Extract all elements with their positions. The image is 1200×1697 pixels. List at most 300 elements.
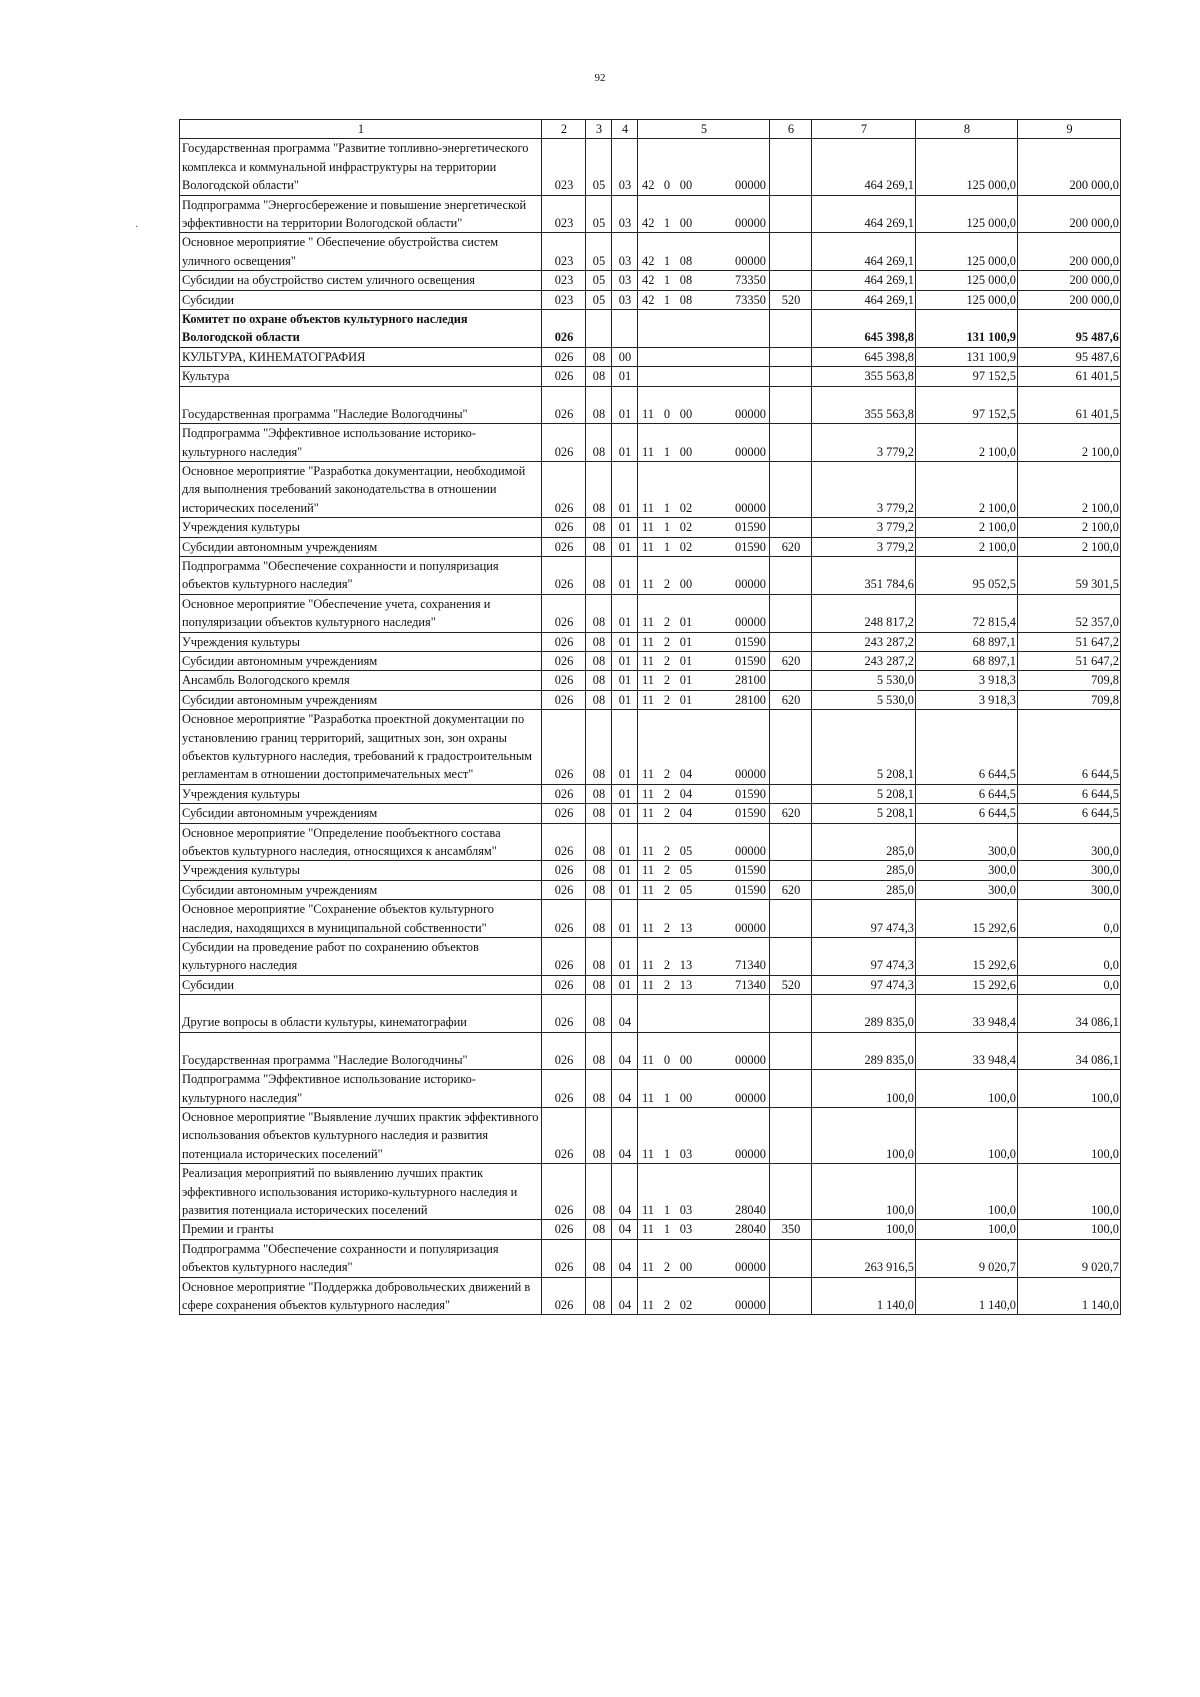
expense-type-cell: 620 [770,880,812,899]
program-code [638,613,769,631]
program-code-part: 42 [642,292,655,307]
program-code [638,785,769,803]
amount-cell-8: 300,0 [916,823,1018,861]
header-cell: 8 [916,120,1018,139]
program-code-part: 05 [679,882,693,897]
code-cell-2: 026 [542,690,586,709]
amount-cell-7: 97 474,3 [812,900,916,938]
table-row [180,347,1121,366]
row-name: Субсидии [182,292,234,307]
program-code [638,1201,769,1219]
program-code-part: 11 [642,500,654,515]
program-code-part: 2 [663,920,671,935]
program-code-part: 11 [642,1202,654,1217]
code-cell-3: 08 [586,900,612,938]
code-cell-3: 05 [586,195,612,233]
program-code-part: 2 [663,767,671,782]
program-code-part: 2 [663,577,671,592]
expense-type-cell: 520 [770,290,812,309]
code-cell-3: 05 [586,139,612,195]
code-cell-3: 08 [586,690,612,709]
amount-cell-8: 125 000,0 [916,271,1018,290]
amount-cell-7: 5 208,1 [812,710,916,785]
amount-cell-7: 263 916,5 [812,1239,916,1277]
code-cell-4: 04 [612,1107,638,1163]
program-code [638,765,769,783]
program-code-part: 11 [642,406,654,421]
expense-type-cell [770,518,812,537]
amount-cell-9: 200 000,0 [1018,290,1121,309]
table-row [180,900,1121,938]
header-cell: 6 [770,120,812,139]
program-code-part: 1 [663,292,671,307]
table-row [180,367,1121,386]
row-name-cell [180,900,542,938]
row-name-cell [180,195,542,233]
expense-type-cell [770,594,812,632]
program-code-part: 11 [642,1260,654,1275]
program-code-part: 1 [663,1202,671,1217]
program-code-part: 11 [642,844,654,859]
code-cell-3: 08 [586,710,612,785]
row-name: Подпрограмма "Обеспечение сохранности и популяризация объектов культурного наследия" [182,1241,499,1275]
expense-type-cell [770,671,812,690]
program-code [638,291,769,309]
amount-cell-8: 131 100,9 [916,347,1018,366]
program-code-cell [638,690,770,709]
row-name-cell [180,995,542,1032]
row-name: Учреждения культуры [182,634,300,649]
row-name-cell [180,233,542,271]
code-cell-3: 08 [586,861,612,880]
row-name: Субсидии автономным учреждениям [182,806,378,821]
header-cell: 3 [586,120,612,139]
table-row [180,1277,1121,1315]
amount-cell-8: 97 152,5 [916,367,1018,386]
program-code-part: 42 [642,273,655,288]
row-name: Государственная программа "Развитие топливно-энергетического комплекса и коммунальной инфраструктуры на территории Вологодской области" [182,141,529,193]
program-code-part: 00000 [735,1297,766,1312]
amount-cell-7: 645 398,8 [812,310,916,348]
code-cell-3: 08 [586,804,612,823]
program-code-part: 11 [642,692,654,707]
program-code-part: 11 [642,653,654,668]
program-code-part: 01590 [735,653,766,668]
code-cell-3: 08 [586,651,612,670]
amount-cell-8: 125 000,0 [916,195,1018,233]
program-code-part: 1 [663,539,671,554]
table-row [180,195,1121,233]
amount-cell-8: 15 292,6 [916,938,1018,976]
program-code [638,976,769,994]
program-code-part: 2 [663,958,671,973]
program-code-part: 28100 [735,673,766,688]
amount-cell-7: 100,0 [812,1220,916,1239]
scan-mark: · [135,222,139,233]
program-code-cell [638,195,770,233]
expense-type-cell [770,861,812,880]
program-code-part: 01590 [735,806,766,821]
amount-cell-7: 3 779,2 [812,461,916,517]
code-cell-3: 08 [586,632,612,651]
code-cell-4: 01 [612,900,638,938]
amount-cell-8: 125 000,0 [916,139,1018,195]
program-code [638,252,769,270]
amount-cell-7: 1 140,0 [812,1277,916,1315]
program-code-part: 2 [663,673,671,688]
code-cell-3: 08 [586,556,612,594]
code-cell-2: 026 [542,537,586,556]
amount-cell-7: 243 287,2 [812,651,916,670]
expense-type-cell: 520 [770,975,812,994]
row-name: Другие вопросы в области культуры, кинематографии [182,1015,467,1030]
code-cell-2: 023 [542,271,586,290]
program-code-part: 28040 [735,1202,766,1217]
table-row [180,671,1121,690]
program-code-part: 00000 [735,1260,766,1275]
row-name-cell [180,804,542,823]
program-code [638,405,769,423]
amount-cell-7: 355 563,8 [812,386,916,423]
program-code-part: 01 [679,653,693,668]
code-cell-3: 08 [586,1220,612,1239]
program-code-cell [638,671,770,690]
amount-cell-9: 61 401,5 [1018,367,1121,386]
expense-type-cell [770,784,812,803]
row-name-cell [180,386,542,423]
amount-cell-7: 3 779,2 [812,518,916,537]
amount-cell-8: 3 918,3 [916,690,1018,709]
program-code-cell [638,461,770,517]
program-code-part: 00000 [735,444,766,459]
amount-cell-9: 6 644,5 [1018,710,1121,785]
code-cell-2: 026 [542,424,586,462]
code-cell-3: 08 [586,671,612,690]
program-code [638,671,769,689]
code-cell-2: 026 [542,556,586,594]
row-name-cell [180,823,542,861]
program-code [638,1258,769,1276]
code-cell-4: 01 [612,861,638,880]
program-code-part: 00 [679,1090,693,1105]
code-cell-3: 05 [586,233,612,271]
table-row [180,861,1121,880]
row-spacer [182,1033,540,1051]
code-cell-2: 026 [542,671,586,690]
row-name-cell [180,651,542,670]
program-code-cell [638,233,770,271]
program-code-cell [638,518,770,537]
table-row [180,310,1121,348]
program-code-cell [638,651,770,670]
code-cell-2: 026 [542,880,586,899]
table-body [180,139,1121,1315]
row-name-cell [180,1164,542,1220]
code-cell-4: 01 [612,594,638,632]
program-code-part: 00 [679,1260,693,1275]
amount-cell-8: 100,0 [916,1164,1018,1220]
program-code-part: 11 [642,882,654,897]
code-cell-3: 08 [586,1107,612,1163]
code-cell-2: 026 [542,861,586,880]
table-row [180,1107,1121,1163]
program-code-cell [638,424,770,462]
amount-cell-7: 289 835,0 [812,1032,916,1069]
program-code-part: 00000 [735,500,766,515]
program-code-part: 04 [679,786,693,801]
program-code-part: 11 [642,673,654,688]
amount-cell-8: 300,0 [916,861,1018,880]
amount-cell-8: 125 000,0 [916,290,1018,309]
amount-cell-8: 100,0 [916,1220,1018,1239]
row-name: Культура [182,369,230,384]
program-code-part: 00 [679,577,693,592]
program-code-part: 01 [679,634,693,649]
code-cell-4: 01 [612,386,638,423]
amount-cell-9: 200 000,0 [1018,195,1121,233]
amount-cell-9: 0,0 [1018,975,1121,994]
program-code-part: 00000 [735,253,766,268]
program-code-cell [638,1220,770,1239]
row-name: Подпрограмма "Эффективное использование историко-культурного наследия" [182,1072,476,1105]
code-cell-2: 026 [542,938,586,976]
program-code-part: 08 [679,273,693,288]
amount-cell-9: 100,0 [1018,1220,1121,1239]
amount-cell-9: 709,8 [1018,671,1121,690]
row-name: Субсидии автономным учреждениям [182,653,378,668]
code-cell-2: 026 [542,386,586,423]
code-cell-4: 03 [612,290,638,309]
program-code-part: 11 [642,977,654,992]
row-name-cell [180,1032,542,1069]
header-cell: 2 [542,120,586,139]
code-cell-2: 023 [542,290,586,309]
table-row [180,804,1121,823]
program-code [638,176,769,194]
code-cell-4: 01 [612,518,638,537]
row-name-cell [180,690,542,709]
program-code-part: 00000 [735,920,766,935]
amount-cell-9: 2 100,0 [1018,518,1121,537]
table-row [180,271,1121,290]
header-row [180,120,1121,139]
amount-cell-7: 3 779,2 [812,424,916,462]
program-code-part: 1 [663,520,671,535]
row-name: Подпрограмма "Энергосбережение и повышение энергетической эффективности на территории Вологодской области" [182,197,527,231]
program-code [638,842,769,860]
program-code-part: 2 [663,692,671,707]
code-cell-2: 026 [542,900,586,938]
program-code-part: 02 [679,520,693,535]
code-cell-2: 026 [542,710,586,785]
code-cell-2: 026 [542,594,586,632]
program-code-cell [638,271,770,290]
program-code-part: 00 [679,1052,693,1067]
row-name-cell [180,671,542,690]
program-code-part: 11 [642,863,654,878]
table-row [180,556,1121,594]
program-code-cell [638,710,770,785]
table-row [180,1164,1121,1220]
table-row [180,995,1121,1032]
program-code-part: 04 [679,767,693,782]
amount-cell-9: 59 301,5 [1018,556,1121,594]
row-name-cell [180,1107,542,1163]
program-code-part: 1 [663,216,671,231]
amount-cell-9: 9 020,7 [1018,1239,1121,1277]
code-cell-2: 026 [542,784,586,803]
program-code-part: 08 [679,292,693,307]
code-cell-4: 04 [612,995,638,1032]
program-code-part: 11 [642,615,654,630]
program-code-part: 71340 [735,977,766,992]
program-code-part: 11 [642,786,654,801]
program-code-cell [638,1164,770,1220]
row-name: Учреждения культуры [182,520,300,535]
table-row [180,537,1121,556]
row-name: Подпрограмма "Эффективное использование историко-культурного наследия" [182,426,476,459]
amount-cell-9: 200 000,0 [1018,271,1121,290]
program-code-part: 73350 [735,273,766,288]
row-name-cell [180,367,542,386]
program-code-part: 2 [663,882,671,897]
amount-cell-7: 97 474,3 [812,975,916,994]
amount-cell-7: 100,0 [812,1070,916,1108]
program-code-part: 11 [642,539,654,554]
amount-cell-9: 100,0 [1018,1070,1121,1108]
table-row [180,784,1121,803]
header-cell: 5 [638,120,770,139]
code-cell-4: 01 [612,938,638,976]
code-cell-4: 00 [612,347,638,366]
program-code-cell [638,880,770,899]
code-cell-4: 04 [612,1032,638,1069]
code-cell-2: 026 [542,1220,586,1239]
program-code-cell [638,975,770,994]
program-code [638,804,769,822]
code-cell-2: 026 [542,1070,586,1108]
program-code-part: 03 [679,1202,693,1217]
table-row [180,651,1121,670]
code-cell-2: 026 [542,461,586,517]
program-code-cell [638,310,770,348]
expense-type-cell: 350 [770,1220,812,1239]
expense-type-cell: 620 [770,690,812,709]
row-name-cell [180,784,542,803]
program-code-part: 08 [679,253,693,268]
amount-cell-8: 6 644,5 [916,784,1018,803]
code-cell-4: 03 [612,195,638,233]
code-cell-2: 023 [542,139,586,195]
program-code-cell [638,386,770,423]
row-name: Субсидии на проведение работ по сохранению объектов культурного наследия [182,940,479,973]
program-code-part: 01590 [735,634,766,649]
expense-type-cell [770,900,812,938]
expense-type-cell [770,461,812,517]
amount-cell-7: 100,0 [812,1107,916,1163]
row-name-cell [180,1070,542,1108]
program-code [638,1051,769,1069]
amount-cell-7: 351 784,6 [812,556,916,594]
code-cell-2: 026 [542,1107,586,1163]
code-cell-2: 026 [542,823,586,861]
row-name: Основное мероприятие "Выявление лучших практик эффективного использования объектов культурного наследия и развития потенциала исторических поселений" [182,1109,539,1161]
program-code-part: 11 [642,520,654,535]
amount-cell-9: 100,0 [1018,1107,1121,1163]
program-code-cell [638,900,770,938]
code-cell-3: 05 [586,290,612,309]
code-cell-4: 04 [612,1239,638,1277]
code-cell-3: 08 [586,367,612,386]
program-code-part: 2 [663,786,671,801]
program-code-cell [638,861,770,880]
code-cell-4: 03 [612,139,638,195]
table-row [180,518,1121,537]
program-code-part: 00 [679,216,693,231]
expense-type-cell [770,367,812,386]
code-cell-2: 026 [542,804,586,823]
code-cell-3: 08 [586,1070,612,1108]
amount-cell-8: 2 100,0 [916,537,1018,556]
program-code-part: 2 [663,653,671,668]
program-code-part: 13 [679,977,693,992]
program-code-cell [638,995,770,1032]
row-name-cell [180,1277,542,1315]
program-code-part: 2 [663,1260,671,1275]
header-cell: 9 [1018,120,1121,139]
program-code-cell [638,1239,770,1277]
program-code-part: 00 [679,406,693,421]
amount-cell-7: 243 287,2 [812,632,916,651]
table-row [180,233,1121,271]
code-cell-4: 01 [612,690,638,709]
code-cell-4: 04 [612,1220,638,1239]
code-cell-3: 08 [586,995,612,1032]
code-cell-2: 026 [542,995,586,1032]
amount-cell-8: 68 897,1 [916,632,1018,651]
code-cell-3: 08 [586,424,612,462]
amount-cell-8: 100,0 [916,1070,1018,1108]
code-cell-3: 08 [586,1164,612,1220]
program-code-part: 1 [663,253,671,268]
program-code [638,881,769,899]
amount-cell-9: 1 140,0 [1018,1277,1121,1315]
program-code-part: 2 [663,1297,671,1312]
program-code-part: 01590 [735,786,766,801]
expense-type-cell [770,1277,812,1315]
row-name-cell [180,880,542,899]
program-code-part: 0 [663,1052,671,1067]
program-code-cell [638,594,770,632]
program-code [638,1089,769,1107]
amount-cell-7: 285,0 [812,880,916,899]
code-cell-4: 04 [612,1164,638,1220]
code-cell-2: 026 [542,632,586,651]
program-code-part: 00000 [735,844,766,859]
program-code [638,443,769,461]
amount-cell-8: 95 052,5 [916,556,1018,594]
amount-cell-9: 6 644,5 [1018,804,1121,823]
expense-type-cell [770,386,812,423]
row-name: Основное мероприятие "Разработка документации, необходимой для выполнения требований законодательства в отношении исторических поселений" [182,463,526,515]
row-name: Субсидии на обустройство систем уличного освещения [182,273,475,288]
program-code [638,956,769,974]
program-code [638,633,769,651]
program-code-part: 11 [642,920,654,935]
code-cell-4 [612,310,638,348]
program-code [638,652,769,670]
budget-table [179,119,1121,1315]
